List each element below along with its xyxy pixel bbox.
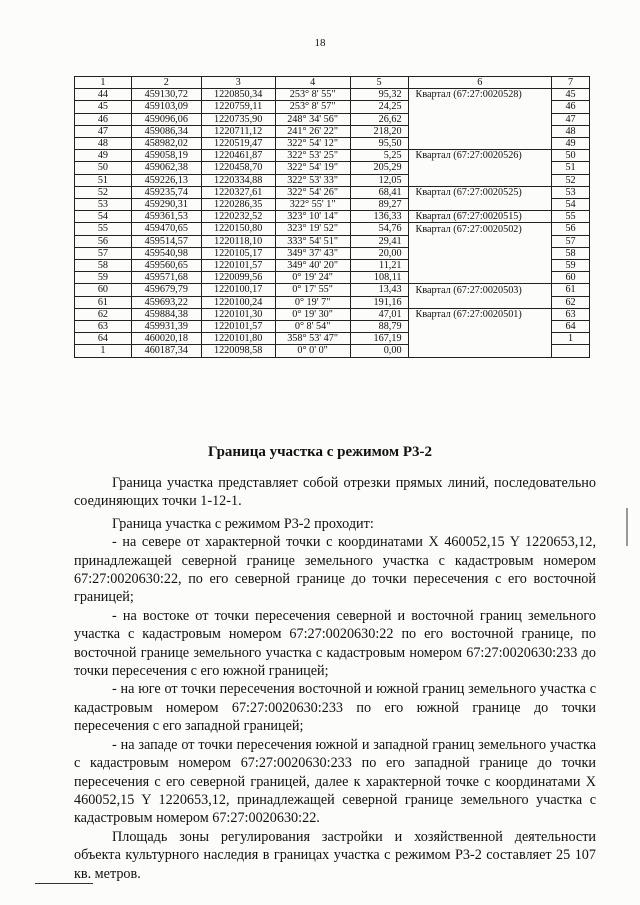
table-row [75, 333, 590, 345]
table-cell-y: 1220099,56 [201, 272, 275, 284]
table-cell-angle: 0° 19' 30" [275, 308, 350, 320]
section-body [74, 474, 596, 883]
table-cell-dist: 20,00 [350, 247, 408, 259]
table-cell-dist: 47,01 [350, 308, 408, 320]
paragraph: Граница участка представляет собой отрезки прямых линий, последовательно соединяющих точки 1-12-1. [74, 475, 596, 510]
table-cell-y: 1220458,70 [201, 162, 275, 174]
table-cell-next: 46 [552, 101, 590, 113]
table-cell-angle: 322° 54' 12" [275, 138, 350, 150]
table-cell-y: 1220334,88 [201, 174, 275, 186]
table-cell-n: 48 [75, 138, 132, 150]
scan-edge-mark [626, 508, 628, 546]
table-cell-dist: 108,11 [350, 272, 408, 284]
table-cell-dist: 12,05 [350, 174, 408, 186]
table-cell-quarter [408, 260, 552, 272]
table-cell-dist: 95,32 [350, 89, 408, 101]
table-cell-quarter: Квартал (67:27:0020502) [408, 223, 552, 235]
table-cell-n: 49 [75, 150, 132, 162]
table-cell-next: 59 [552, 260, 590, 272]
table-cell-x: 459514,57 [131, 235, 201, 247]
table-row [75, 199, 590, 211]
table-cell-y: 1220100,24 [201, 296, 275, 308]
table-cell-y: 1220105,17 [201, 247, 275, 259]
table-cell-n: 46 [75, 113, 132, 125]
paragraph: - на западе от точки пересечения южной и западной границ земельного участка с кадастровым номером 67:27:0020630:233 по его западной границе до точки пересечения с его северной границей, далее к характерной точке с координатами X 460052,15 Y 1220653,12, принадлежащей северной границе земельного участка с кадастровым номером 67:27:0020630:22. [74, 736, 596, 827]
table-cell-x: 459470,65 [131, 223, 201, 235]
paragraph: Площадь зоны регулирования застройки и хозяйственной деятельности объекта культурного наследия в границах участка с режимом Р3-2 составляет 25 107 кв. метров. [74, 828, 596, 882]
table-cell-next: 51 [552, 162, 590, 174]
table-cell-dist: 89,27 [350, 199, 408, 211]
table-cell-y: 1220519,47 [201, 138, 275, 150]
table-cell-x: 459571,68 [131, 272, 201, 284]
table-cell-quarter [408, 101, 552, 113]
table-cell-quarter: Квартал (67:27:0020528) [408, 89, 552, 101]
table-cell-quarter [408, 199, 552, 211]
table-cell-dist: 95,50 [350, 138, 408, 150]
table-cell-y: 1220711,12 [201, 125, 275, 137]
table-cell-x: 459103,09 [131, 101, 201, 113]
table-cell-quarter [408, 296, 552, 308]
table-cell-next: 1 [552, 333, 590, 345]
table-cell-angle: 323° 19' 52" [275, 223, 350, 235]
table-cell-dist: 205,29 [350, 162, 408, 174]
table-cell-next: 58 [552, 247, 590, 259]
table-cell-y: 1220286,35 [201, 199, 275, 211]
table-cell-quarter [408, 272, 552, 284]
table-row [75, 150, 590, 162]
table-cell-angle: 0° 19' 7" [275, 296, 350, 308]
table-cell-y: 1220101,30 [201, 308, 275, 320]
table-cell-next: 56 [552, 223, 590, 235]
table-cell-quarter [408, 162, 552, 174]
table-header-row [75, 77, 590, 89]
table-cell-angle: 322° 54' 19" [275, 162, 350, 174]
table-row [75, 162, 590, 174]
table-row [75, 284, 590, 296]
table-cell-dist: 54,76 [350, 223, 408, 235]
table-row [75, 125, 590, 137]
table-row [75, 174, 590, 186]
table-cell-angle: 0° 19' 24" [275, 272, 350, 284]
table-row [75, 345, 590, 357]
table-cell-dist: 88,79 [350, 321, 408, 333]
table-cell-n: 57 [75, 247, 132, 259]
table-cell-angle: 0° 17' 55" [275, 284, 350, 296]
table-cell-dist: 24,25 [350, 101, 408, 113]
table-cell-dist: 191,16 [350, 296, 408, 308]
table-cell-angle: 322° 53' 33" [275, 174, 350, 186]
table-cell-y: 1220232,52 [201, 211, 275, 223]
table-cell-x: 459884,38 [131, 308, 201, 320]
table-cell-next: 62 [552, 296, 590, 308]
table-cell-angle: 322° 53' 25" [275, 150, 350, 162]
table-row [75, 223, 590, 235]
table-cell-x: 459540,98 [131, 247, 201, 259]
table-cell-next: 64 [552, 321, 590, 333]
table-cell-angle: 358° 53' 47" [275, 333, 350, 345]
table-cell-n: 44 [75, 89, 132, 101]
table-cell-next: 60 [552, 272, 590, 284]
table-cell-next: 55 [552, 211, 590, 223]
table-cell-y: 1220101,57 [201, 260, 275, 272]
table-cell-y: 1220118,10 [201, 235, 275, 247]
table-cell-quarter: Квартал (67:27:0020503) [408, 284, 552, 296]
table-row [75, 138, 590, 150]
table-cell-n: 45 [75, 101, 132, 113]
table-cell-next: 61 [552, 284, 590, 296]
table-cell-dist: 0,00 [350, 345, 408, 357]
table-row [75, 113, 590, 125]
table-cell-quarter [408, 345, 552, 357]
table-cell-quarter [408, 138, 552, 150]
table-cell-y: 1220150,80 [201, 223, 275, 235]
table-cell-n: 61 [75, 296, 132, 308]
table-header-cell: 2 [131, 77, 201, 89]
table-cell-dist: 29,41 [350, 235, 408, 247]
table-cell-angle: 322° 55' 1" [275, 199, 350, 211]
table-cell-x: 459679,79 [131, 284, 201, 296]
table-cell-quarter: Квартал (67:27:0020526) [408, 150, 552, 162]
table-cell-x: 460020,18 [131, 333, 201, 345]
table-cell-angle: 323° 10' 14" [275, 211, 350, 223]
table-cell-angle: 253° 8' 57" [275, 101, 350, 113]
table-cell-n: 47 [75, 125, 132, 137]
table-row [75, 296, 590, 308]
coordinates-table [74, 76, 590, 358]
table-cell-angle: 322° 54' 26" [275, 186, 350, 198]
table-cell-n: 58 [75, 260, 132, 272]
table-cell-x: 459931,39 [131, 321, 201, 333]
table-cell-x: 459096,06 [131, 113, 201, 125]
table-cell-next: 48 [552, 125, 590, 137]
table-cell-angle: 0° 8' 54" [275, 321, 350, 333]
table-cell-angle: 248° 34' 56" [275, 113, 350, 125]
section-title: Граница участка с режимом Р3-2 [207, 444, 433, 460]
table-cell-dist: 68,41 [350, 186, 408, 198]
table-cell-y: 1220759,11 [201, 101, 275, 113]
table-row [75, 211, 590, 223]
page-number: 18 [314, 37, 326, 49]
table-cell-y: 1220098,58 [201, 345, 275, 357]
table-cell-x: 458982,02 [131, 138, 201, 150]
table-cell-y: 1220101,80 [201, 333, 275, 345]
table-cell-x: 459130,72 [131, 89, 201, 101]
table-cell-x: 459086,34 [131, 125, 201, 137]
table-cell-quarter [408, 113, 552, 125]
table-cell-dist: 26,62 [350, 113, 408, 125]
table-cell-y: 1220461,87 [201, 150, 275, 162]
table-cell-next: 54 [552, 199, 590, 211]
paragraph: - на севере от характерной точки с координатами X 460052,15 Y 1220653,12, принадлежащей северной границе земельного участка с кадастровым номером 67:27:0020630:22, по его северной границе до точки пересечения с его восточной границей; [74, 534, 596, 606]
paragraph: - на востоке от точки пересечения северной и восточной границ земельного участка с кадастровым номером 67:27:0020630:22 по его восточной границе, по восточной границе земельного участка с кадастровым номером 67:27:0020630:233 до точки пересечения с его южной границей; [74, 607, 596, 680]
table-cell-x: 459235,74 [131, 186, 201, 198]
table-cell-next: 49 [552, 138, 590, 150]
footer-rule [35, 883, 93, 884]
table-row [75, 247, 590, 259]
table-cell-dist: 136,33 [350, 211, 408, 223]
table-cell-next: 57 [552, 235, 590, 247]
table-cell-angle: 253° 8' 55" [275, 89, 350, 101]
table-cell-n: 55 [75, 223, 132, 235]
table-cell-n: 56 [75, 235, 132, 247]
table-row [75, 260, 590, 272]
table-header-cell: 4 [275, 77, 350, 89]
table-header-cell: 3 [201, 77, 275, 89]
table-row [75, 89, 590, 101]
paragraph: Граница участка с режимом Р3-2 проходит: [112, 515, 374, 532]
table-row [75, 235, 590, 247]
table-cell-dist: 13,43 [350, 284, 408, 296]
table-cell-quarter: Квартал (67:27:0020515) [408, 211, 552, 223]
table-cell-y: 1220735,90 [201, 113, 275, 125]
table-cell-y: 1220327,61 [201, 186, 275, 198]
table-cell-n: 60 [75, 284, 132, 296]
table-cell-next: 53 [552, 186, 590, 198]
table-header-cell: 6 [408, 77, 552, 89]
table-cell-n: 62 [75, 308, 132, 320]
table-cell-dist: 218,20 [350, 125, 408, 137]
table-cell-n: 64 [75, 333, 132, 345]
table-row [75, 272, 590, 284]
table-cell-y: 1220850,34 [201, 89, 275, 101]
table-cell-quarter [408, 235, 552, 247]
table-cell-n: 52 [75, 186, 132, 198]
table-header-cell: 7 [552, 77, 590, 89]
paragraph: - на юге от точки пересечения восточной и южной границ земельного участка с кадастровым номером 67:27:0020630:233 по его южной границе до точки пересечения с его западной границей; [74, 681, 596, 735]
table-cell-next: 50 [552, 150, 590, 162]
table-cell-dist: 167,19 [350, 333, 408, 345]
table-cell-next: 63 [552, 308, 590, 320]
table-cell-quarter [408, 125, 552, 137]
table-cell-angle: 241° 26' 22" [275, 125, 350, 137]
table-cell-dist: 5,25 [350, 150, 408, 162]
table-cell-x: 459693,22 [131, 296, 201, 308]
table-cell-quarter [408, 321, 552, 333]
table-cell-quarter: Квартал (67:27:0020501) [408, 308, 552, 320]
table-header-cell: 5 [350, 77, 408, 89]
table-cell-n: 63 [75, 321, 132, 333]
table-cell-n: 51 [75, 174, 132, 186]
table-cell-dist: 11,21 [350, 260, 408, 272]
table-cell-x: 459226,13 [131, 174, 201, 186]
table-cell-x: 459058,19 [131, 150, 201, 162]
table-cell-next: 45 [552, 89, 590, 101]
table-cell-angle: 349° 40' 20" [275, 260, 350, 272]
table-cell-n: 50 [75, 162, 132, 174]
table-cell-angle: 0° 0' 0" [275, 345, 350, 357]
table-cell-next [552, 345, 590, 357]
table-cell-y: 1220100,17 [201, 284, 275, 296]
table-cell-x: 459560,65 [131, 260, 201, 272]
table-cell-next: 47 [552, 113, 590, 125]
table-row [75, 308, 590, 320]
table-cell-x: 459062,38 [131, 162, 201, 174]
table-cell-next: 52 [552, 174, 590, 186]
table-cell-quarter [408, 174, 552, 186]
table-cell-quarter [408, 247, 552, 259]
table-cell-quarter [408, 333, 552, 345]
table-header-cell: 1 [75, 77, 132, 89]
table-cell-n: 1 [75, 345, 132, 357]
table-cell-x: 459361,53 [131, 211, 201, 223]
table-cell-angle: 333° 54' 51" [275, 235, 350, 247]
table-cell-angle: 349° 37' 43" [275, 247, 350, 259]
table-cell-y: 1220101,57 [201, 321, 275, 333]
table-row [75, 101, 590, 113]
table-cell-x: 460187,34 [131, 345, 201, 357]
table-cell-x: 459290,31 [131, 199, 201, 211]
table-cell-n: 54 [75, 211, 132, 223]
table-cell-quarter: Квартал (67:27:0020525) [408, 186, 552, 198]
table-row [75, 186, 590, 198]
table-cell-n: 59 [75, 272, 132, 284]
table-row [75, 321, 590, 333]
table-cell-n: 53 [75, 199, 132, 211]
